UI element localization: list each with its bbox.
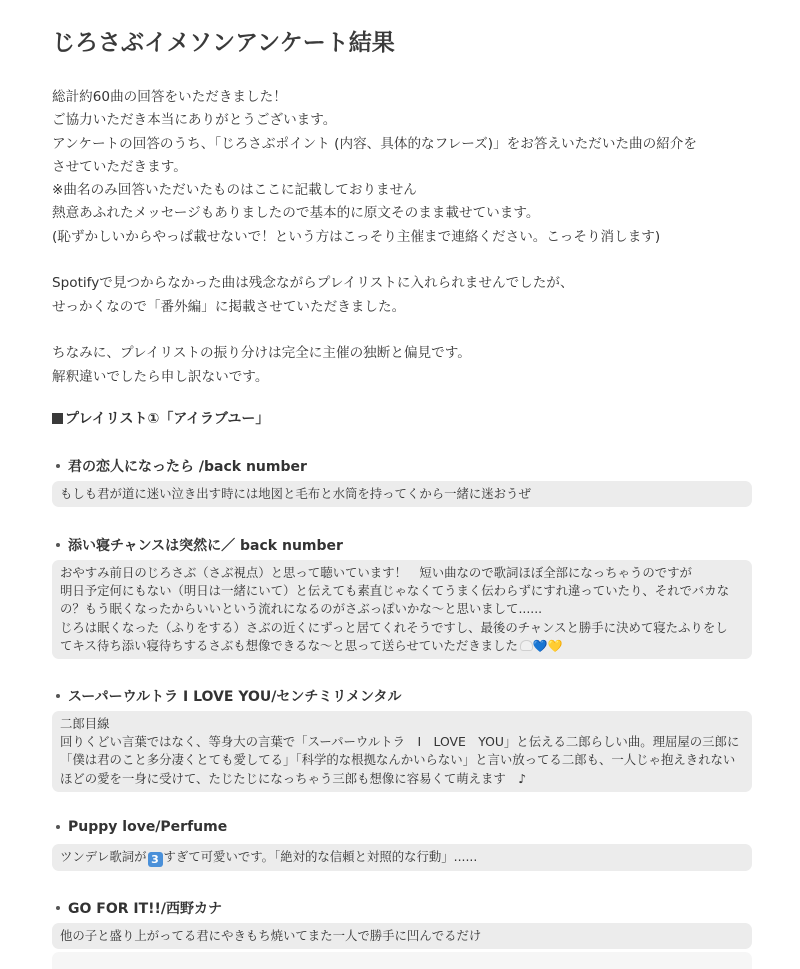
- bullet-icon: [56, 543, 60, 547]
- song-title: [52, 535, 343, 555]
- song-title-label: スーパーウルトラ I LOVE YOU/センチミリメンタル: [68, 689, 402, 705]
- comment-text: すぎて可愛いです。「絶対的な信頼と対照的な行動」......: [163, 849, 478, 864]
- playlist-heading: [52, 408, 269, 428]
- playlist-note-line: ちなみに、プレイリストの振り分けは完全に主催の独断と偏見です。: [52, 345, 471, 362]
- song-comment-box: [52, 923, 752, 949]
- yellow-heart-icon: 💛: [547, 638, 563, 653]
- song-title-label: 添い寝チャンスは突然に／ back number: [68, 538, 343, 554]
- song-title-label: GO FOR IT!!/西野カナ: [68, 901, 223, 917]
- comment-text: てキス待ち添い寝待ちするさぶも想像できるな〜と思って送らせていただきました: [60, 637, 518, 653]
- comment-line: 「僕は君のこと多分凄くとても愛してる」「科学的な根拠なんかいらない」と言い放ってる二郎も、一人じゃ抱えきれない: [60, 752, 736, 768]
- bullet-icon: [56, 694, 60, 698]
- black-square-icon: [52, 413, 63, 424]
- blue-heart-icon: 💙: [532, 638, 548, 653]
- comment-line: もしも君が道に迷い泣き出す時には地図と毛布と水筒を持ってくから一緒に迷おうぜ: [60, 486, 531, 501]
- intro-line: アンケートの回答のうち、「じろさぶポイント (内容、具体的なフレーズ)」をお答えいただいた曲の紹介を: [52, 135, 697, 152]
- playlist-heading-label: プレイリスト①「アイラブユー」: [65, 411, 270, 427]
- song-title: [52, 898, 222, 918]
- song-title: [52, 686, 402, 706]
- bullet-icon: [56, 825, 60, 829]
- bullet-icon: [56, 906, 60, 910]
- intro-line: 熱意あふれたメッセージもありましたので基本的に原文そのまま載せています。: [52, 205, 540, 222]
- song-comment-box: [52, 844, 752, 871]
- intro-line: (恥ずかしいからやっぱ載せないで！という方はこっそり主催まで連絡ください。こっそり消します): [52, 228, 661, 245]
- intro-line: ※曲名のみ回答いただいたものはここに記載しておりません: [52, 182, 417, 199]
- intro-line: 総計約60曲の回答をいただきました！: [52, 89, 287, 105]
- comment-line: 回りくどい言葉ではなく、等身大の言葉で「スーパーウルトラ I LOVE YOU」と伝える二郎らしい曲。理屈屋の三郎に: [60, 734, 740, 750]
- song-comment-box: [52, 560, 752, 659]
- comment-text: ツンデレ歌詞が: [60, 849, 147, 864]
- comment-line: [60, 637, 744, 655]
- intro-text: [52, 86, 752, 389]
- page-title: じろさぶイメソンアンケート結果: [52, 30, 395, 56]
- keycap-three-icon: 3: [148, 852, 163, 867]
- spotify-note-line: Spotifyで見つからなかった曲は残念ながらプレイリストに入れられませんでしたが、: [52, 275, 574, 292]
- intro-line: させていただきます。: [52, 158, 187, 175]
- song-comment-box: [52, 481, 752, 507]
- song-title: [52, 456, 307, 476]
- playlist-note-line: 解釈違いでしたら申し訳ないです。: [52, 368, 269, 385]
- song-title-label: Puppy love/Perfume: [68, 819, 228, 835]
- comment-line: ほどの愛を一身に受けて、たじたじになっちゃう三郎も想像に容易くて萌えます ♪: [60, 770, 527, 786]
- spotify-note-line: せっかくなので「番外編」に掲載させていただきました。: [52, 298, 406, 315]
- song-comment-box: [52, 711, 752, 792]
- intro-line: ご協力いただき本当にありがとうございます。: [52, 112, 337, 129]
- comment-line: の？もう眠くなったからいいという流れになるのがさぶっぽいかな〜と思いまして......: [60, 601, 543, 617]
- bullet-icon: [56, 464, 60, 468]
- comment-line: じろは眠くなった（ふりをする）さぶの近くにずっと居てくれそうですし、最後のチャンスと勝手に決めて寝たふりをし: [60, 619, 728, 635]
- song-title-label: 君の恋人になったら /back number: [68, 459, 307, 475]
- comment-line: おやすみ前日のじろさぶ（さぶ視点）と思って聴いています！ 短い曲なので歌詞ほぼ全部になっちゃうのですが: [60, 565, 692, 580]
- comment-line: 他の子と盛り上がってる君にやきもち焼いてまた一人で勝手に凹んでるだけ: [60, 928, 482, 943]
- song-title: [52, 819, 227, 835]
- next-comment-box-edge: [52, 952, 752, 969]
- comment-line: [60, 848, 744, 867]
- comment-line: 二郎目線: [60, 716, 110, 731]
- shell-emoji-icon: [520, 640, 533, 651]
- comment-line: 明日予定何にもない（明日は一緒にいて）と伝えても素直じゃなくてうまく伝わらずにすれ違っていたり、それでバカな: [60, 583, 730, 599]
